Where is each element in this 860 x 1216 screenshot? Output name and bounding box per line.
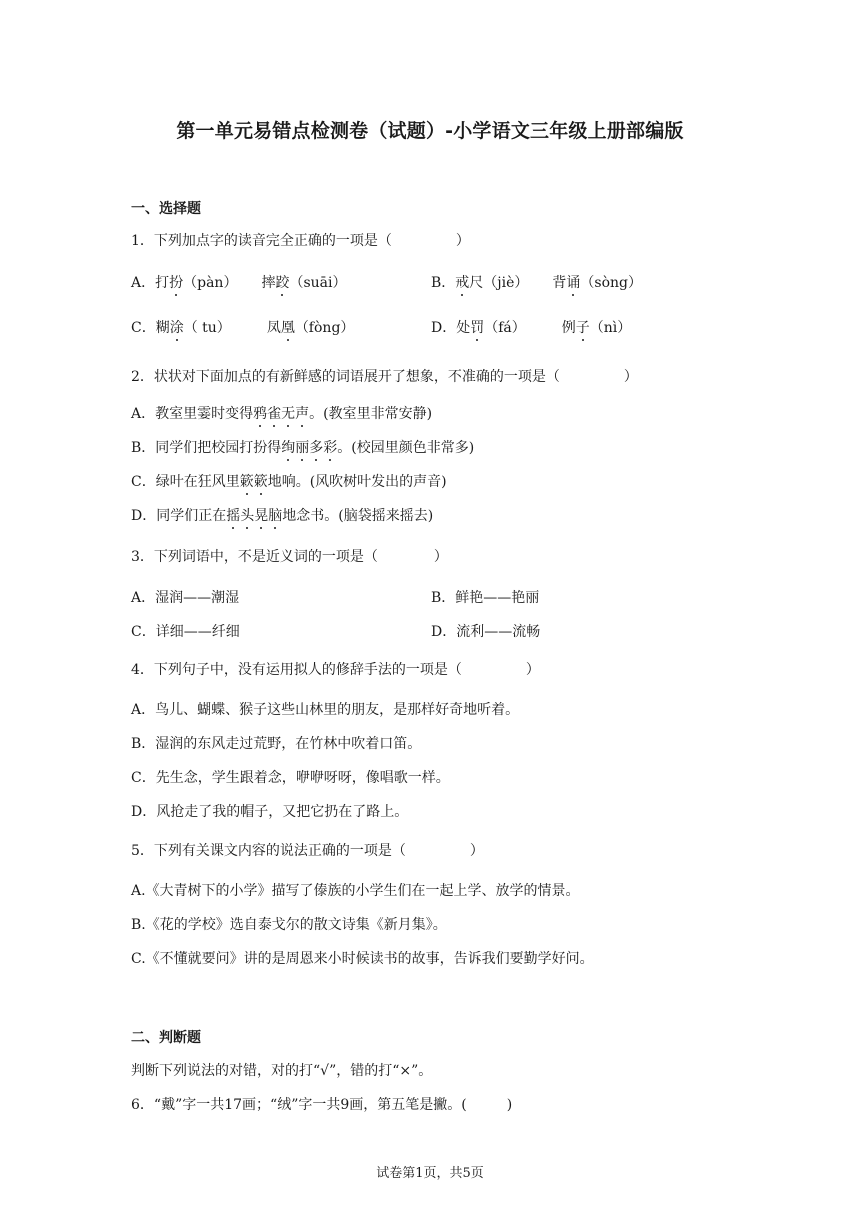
question-4-option-b[interactable]: B．湿润的东风走过荒野，在竹林中吹着口笛。: [131, 736, 422, 752]
question-1-option-c[interactable]: C．糊涂（ tu） 凤凰（fòng）: [131, 320, 355, 336]
section-heading-choice: 一、选择题: [131, 201, 201, 217]
question-2-option-b[interactable]: B．同学们把校园打扮得绚丽多彩。(校园里颜色非常多): [131, 440, 475, 456]
question-5-option-b[interactable]: B.《花的学校》选自泰戈尔的散文诗集《新月集》。: [131, 917, 447, 933]
question-1-option-b[interactable]: B．戒尺（jiè） 背诵（sòng）: [431, 275, 642, 291]
question-5-stem: 5．下列有关课文内容的说法正确的一项是（ ）: [131, 843, 484, 859]
page-footer: 试卷第1页，共5页: [376, 1166, 484, 1181]
question-3-option-c[interactable]: C．详细——纤细: [131, 624, 240, 640]
question-3-option-b[interactable]: B．鲜艳——艳丽: [431, 590, 540, 606]
question-4-stem: 4．下列句子中，没有运用拟人的修辞手法的一项是（ ）: [131, 662, 540, 678]
question-3-option-a[interactable]: A．湿润——潮湿: [131, 590, 240, 606]
question-4-option-c[interactable]: C．先生念，学生跟着念，咿咿呀呀，像唱歌一样。: [131, 770, 450, 786]
question-5-option-c[interactable]: C.《不懂就要问》讲的是周恩来小时候读书的故事，告诉我们要勤学好问。: [131, 951, 594, 967]
question-6-stem: 6．“戴”字一共17画；“绒”字一共9画，第五笔是撇。( ): [131, 1097, 513, 1113]
question-2-option-c[interactable]: C．绿叶在狂风里簌簌地响。(风吹树叶发出的声音): [131, 474, 447, 490]
question-1-stem: 1．下列加点字的读音完全正确的一项是（ ）: [131, 233, 470, 249]
question-3-stem: 3．下列词语中，不是近义词的一项是（ ）: [131, 549, 448, 565]
question-4-option-d[interactable]: D．风抢走了我的帽子，又把它扔在了路上。: [131, 804, 409, 820]
judgement-instructions: 判断下列说法的对错，对的打“√”，错的打“×”。: [131, 1063, 433, 1079]
question-2-stem: 2．状状对下面加点的有新鲜感的词语展开了想象，不准确的一项是（ ）: [131, 369, 638, 385]
page-title: 第一单元易错点检测卷（试题）-小学语文三年级上册部编版: [176, 120, 684, 142]
question-3-option-d[interactable]: D．流利——流畅: [431, 624, 541, 640]
question-5-option-a[interactable]: A.《大青树下的小学》描写了傣族的小学生们在一起上学、放学的情景。: [131, 883, 580, 899]
question-1-option-d[interactable]: D．处罚（fá） 例子（nì）: [431, 320, 632, 336]
question-4-option-a[interactable]: A．鸟儿、蝴蝶、猴子这些山林里的朋友，是那样好奇地听着。: [131, 702, 520, 718]
section-heading-judgement: 二、判断题: [131, 1030, 201, 1046]
question-2-option-a[interactable]: A．教室里霎时变得鸦雀无声。(教室里非常安静): [131, 406, 433, 422]
question-2-option-d[interactable]: D．同学们正在摇头晃脑地念书。(脑袋摇来摇去): [131, 508, 434, 524]
question-1-option-a[interactable]: A．打扮（pàn） 摔跤（suāi）: [131, 275, 347, 291]
